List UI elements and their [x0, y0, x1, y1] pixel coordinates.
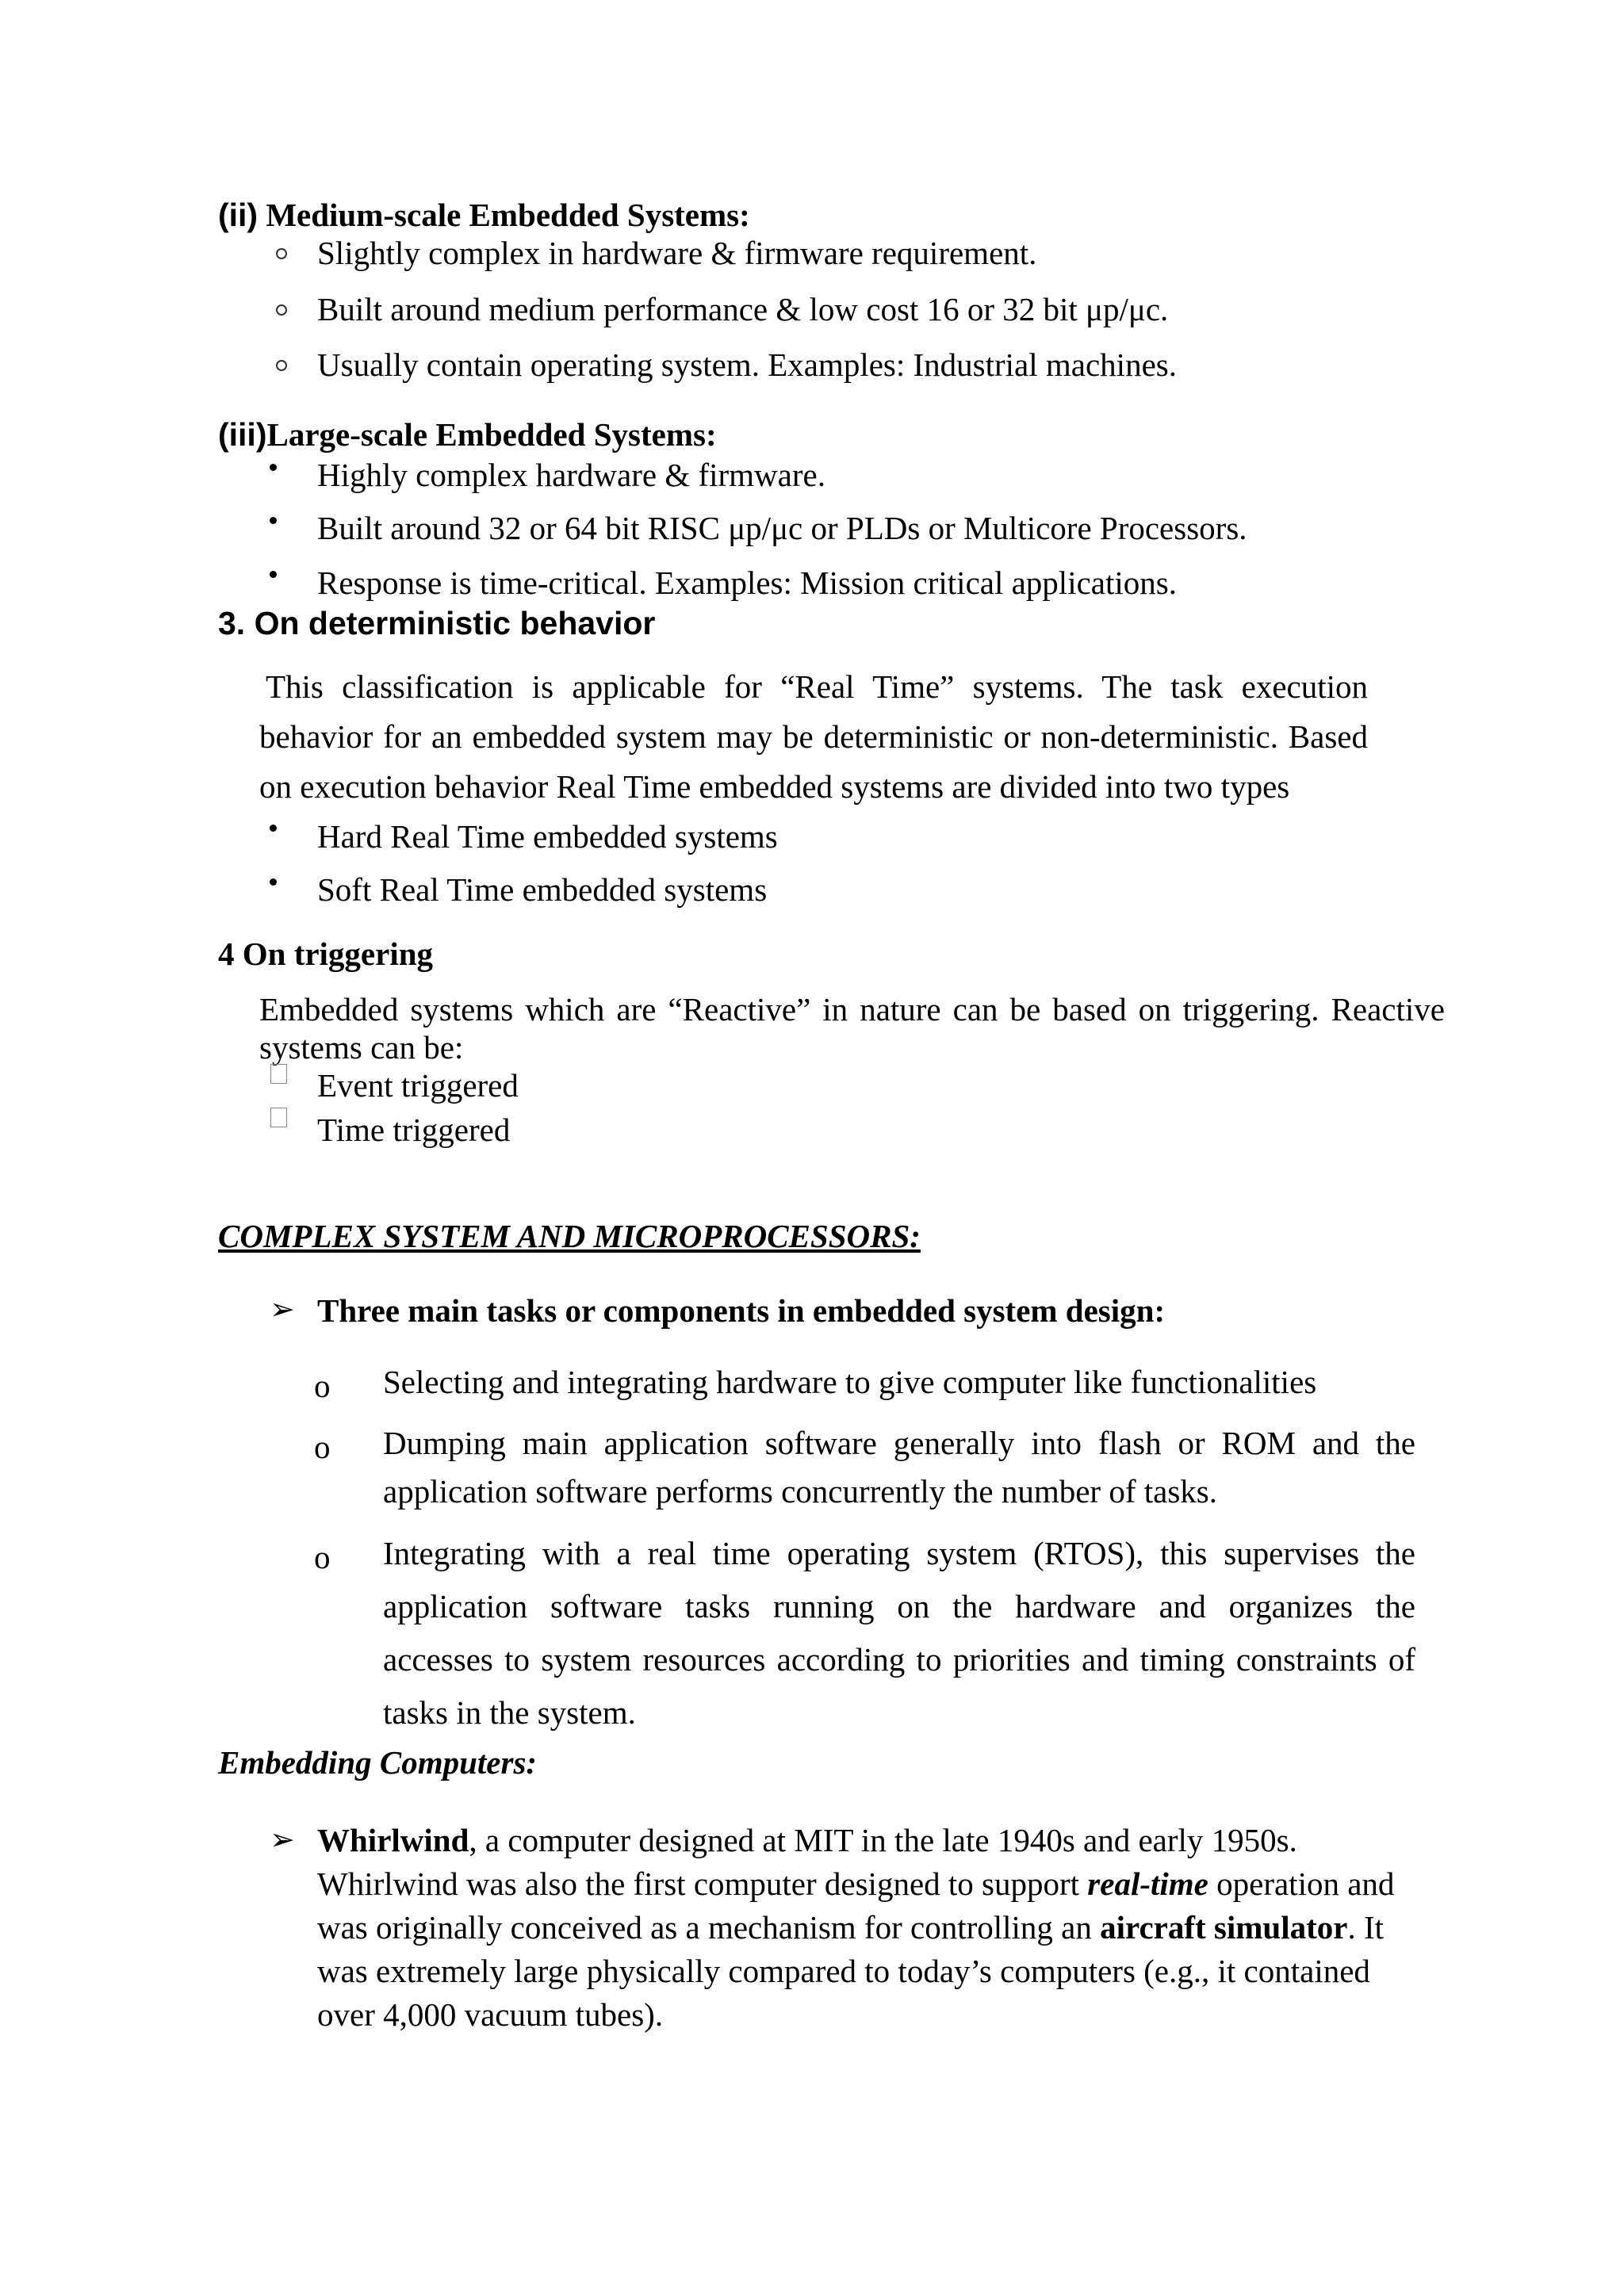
list-item: Selecting and integrating hardware to give computer like functionalities: [383, 1364, 1317, 1400]
list-item: Built around medium performance & low cost 16 or 32 bit μp/μc.: [317, 291, 1169, 327]
paragraph-line: [317, 1909, 1384, 1946]
list-item: Usually contain operating system. Examples: Industrial machines.: [317, 346, 1177, 383]
bullet-icon: [270, 878, 277, 886]
paragraph-line: over 4,000 vacuum tubes).: [317, 1996, 664, 2033]
list-item-line: Integrating with a real time operating system (RTOS), this supervises the: [383, 1535, 1415, 1571]
o-bullet-icon: o: [314, 1539, 331, 1575]
list-item-line: application software tasks running on the hardware and organizes the: [383, 1588, 1415, 1624]
paragraph-line: This classification is applicable for “Real Time” systems. The task execution: [266, 668, 1368, 705]
circle-bullet-icon: [276, 248, 287, 259]
section-iii-title: Large-scale Embedded Systems:: [266, 416, 717, 453]
complex-heading: COMPLEX SYSTEM AND MICROPROCESSORS:: [218, 1218, 921, 1254]
text-run: , a computer designed at MIT in the late 1940s and early 1950s.: [469, 1822, 1297, 1858]
section-ii-heading: [218, 197, 750, 234]
arrow-list-item: Three main tasks or components in embedded system design:: [317, 1292, 1166, 1329]
whirlwind-term: Whirlwind: [317, 1822, 469, 1858]
text-run: Whirlwind was also the first computer designed to support: [317, 1866, 1088, 1902]
bullet-icon: [270, 571, 277, 578]
embedding-heading: Embedding Computers:: [218, 1744, 538, 1781]
list-item-line: Dumping main application software generally into flash or ROM and the: [383, 1425, 1415, 1461]
text-run: operation and: [1208, 1866, 1395, 1902]
arrow-bullet-icon: ➢: [270, 1823, 295, 1857]
list-item: Response is time-critical. Examples: Mission critical applications.: [317, 564, 1177, 601]
empty-box-icon: [270, 1108, 287, 1127]
circle-bullet-icon: [276, 304, 287, 316]
paragraph-line: [317, 1866, 1394, 1903]
section-ii-title: Medium-scale Embedded Systems:: [266, 197, 750, 233]
text-run: . It: [1347, 1909, 1385, 1946]
section-3-heading: 3. On deterministic behavior: [218, 605, 656, 641]
paragraph-line: [317, 1822, 1297, 1859]
paragraph-line: systems can be:: [259, 1029, 464, 1066]
section-4-heading: 4 On triggering: [218, 936, 434, 972]
section-iii-prefix: (iii): [218, 416, 267, 453]
arrow-bullet-icon: ➢: [270, 1293, 295, 1326]
list-item: Time triggered: [317, 1112, 511, 1148]
list-item-line: application software performs concurrently the number of tasks.: [383, 1473, 1217, 1510]
bullet-icon: [270, 825, 277, 832]
bullet-icon: [270, 517, 277, 524]
list-item: Event triggered: [317, 1067, 519, 1104]
o-bullet-icon: o: [314, 1429, 331, 1465]
aircraft-simulator-term: aircraft simulator: [1100, 1909, 1348, 1946]
paragraph-line: was extremely large physically compared to today’s computers (e.g., it contained: [317, 1953, 1370, 1989]
list-item-line: accesses to system resources according to priorities and timing constraints of: [383, 1641, 1415, 1678]
paragraph-line: Embedded systems which are “Reactive” in nature can be based on triggering. Reactive: [259, 991, 1445, 1027]
list-item: Built around 32 or 64 bit RISC μp/μc or PLDs or Multicore Processors.: [317, 510, 1247, 546]
circle-bullet-icon: [276, 360, 287, 371]
list-item: Slightly complex in hardware & firmware requirement.: [317, 235, 1037, 271]
bullet-icon: [270, 464, 277, 471]
paragraph-line: behavior for an embedded system may be deterministic or non-deterministic. Based: [259, 718, 1368, 755]
list-item: Soft Real Time embedded systems: [317, 871, 768, 908]
text-run: was originally conceived as a mechanism for controlling an: [317, 1909, 1101, 1946]
section-iii-heading: [218, 416, 717, 453]
paragraph-line: on execution behavior Real Time embedded systems are divided into two types: [259, 768, 1290, 805]
list-item-line: tasks in the system.: [383, 1694, 636, 1731]
empty-box-icon: [270, 1064, 287, 1084]
list-item: Highly complex hardware & firmware.: [317, 457, 825, 493]
real-time-term: real-time: [1087, 1866, 1208, 1902]
o-bullet-icon: o: [314, 1368, 331, 1404]
section-ii-prefix: (ii): [218, 197, 259, 233]
list-item: Hard Real Time embedded systems: [317, 818, 778, 855]
